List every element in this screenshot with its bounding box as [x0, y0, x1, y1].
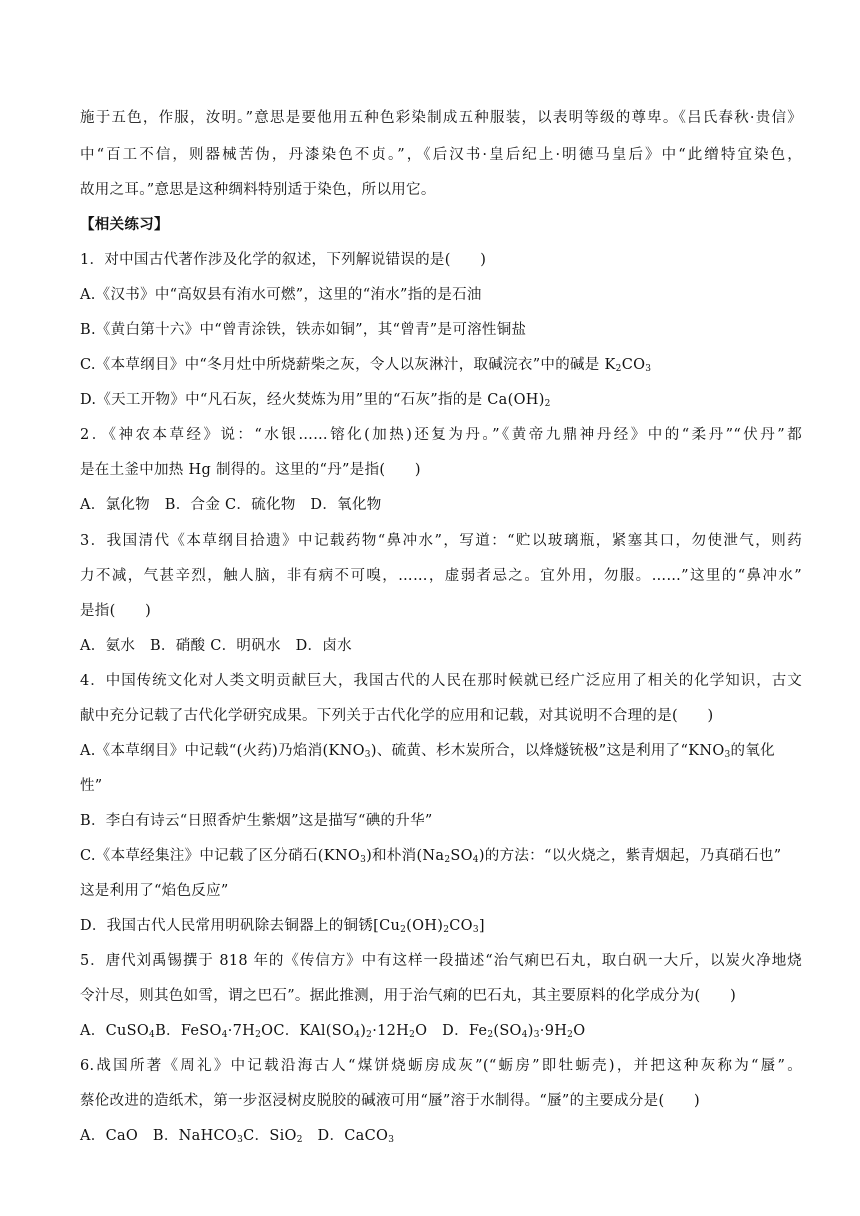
q1-stem: 1．对中国古代著作涉及化学的叙述，下列解说错误的是( ): [80, 252, 487, 268]
q1-option-d: D.《天工开物》中“凡石灰，经火焚炼为用”里的“石灰”指的是 $Ca(OH)_2$: [80, 392, 551, 409]
q5-stem-line-1: 5．唐代刘禹锡撰于 818 年的《传信方》中有这样一段描述“治气痢巴石丸，取白矾一大斤，以炭火净地烧: [80, 953, 802, 969]
q2-stem-line-1: 2．《神农本草经》说：“水银……镕化(加热)还复为丹。”《黄帝九鼎神丹经》中的“柔丹”“伏丹”都: [80, 427, 802, 443]
q1-option-b: B.《黄白第十六》中“曾青涂铁，铁赤如铜”，其“曾青”是可溶性铜盐: [80, 322, 527, 338]
q3-stem-line-1: 3．我国清代《本草纲目拾遗》中记载药物“鼻冲水”，写道：“贮以玻璃瓶，紧塞其口，勿使泄气，则药: [80, 533, 802, 549]
intro-line-1: 施于五色，作服，汝明。”意思是要他用五种色彩染制成五种服装，以表明等级的尊卑。《吕氏春秋·贵信》: [80, 110, 802, 126]
q2-stem-line-2: 是在土釜中加热 Hg 制得的。这里的“丹”是指( ): [80, 462, 421, 478]
q1-option-a: A.《汉书》中“高奴县有洧水可燃”，这里的“洧水”指的是石油: [80, 287, 482, 303]
q4-option-a: A.《本草纲目》中记载“(火药)乃焰消$(KNO_3)$、硫黄、杉木炭所合，以烽燧铳极”这是利用了“$KNO_3$的氧化: [80, 743, 775, 760]
q3-options: A．氨水 B．硝酸 C．明矾水 D．卤水: [80, 638, 352, 654]
intro-line-3: 故用之耳。”意思是这种绸料特别适于染色，所以用它。: [80, 182, 436, 198]
q4-option-d: D．我国古代人民常用明矾除去铜器上的铜锈$[Cu_2(OH)_2CO_3]$: [80, 918, 485, 935]
q4-option-b: B．李白有诗云“日照香炉生紫烟”这是描写“碘的升华”: [80, 813, 433, 829]
q6-stem-line-2: 蔡伦改进的造纸术，第一步沤浸树皮脱胶的碱液可用“蜃”溶于水制得。“蜃”的主要成分是( ): [80, 1093, 700, 1109]
q5-options: A．CuSO$_4$B．$FeSO_4\cdot 7H_2OC$．$KAl(SO_4)_2\cdot 12H_2O$ D．$Fe_2(SO_4)_3\cdot 9H_2O$: [80, 1023, 586, 1040]
q4-stem-line-2: 献中充分记载了古代化学研究成果。下列关于古代化学的应用和记载，对其说明不合理的是( ): [80, 708, 714, 724]
q4-option-c-cont: 这是利用了“焰色反应”: [80, 883, 229, 899]
section-heading: 【相关练习】: [80, 217, 169, 233]
q6-options: A．CaO B．NaHCO$_3$C．SiO$_2$ D．CaCO$_3$: [80, 1128, 395, 1145]
q4-option-a-cont: 性”: [80, 778, 103, 794]
q4-option-c: C.《本草经集注》中记载了区分硝石$(KNO_3)$和朴消$(Na_2SO_4)$的方法：“以火烧之，紫青烟起，乃真硝石也”: [80, 848, 782, 865]
q4-stem-line-1: 4．中国传统文化对人类文明贡献巨大，我国古代的人民在那时候就已经广泛应用了相关的化学知识，古文: [80, 673, 802, 689]
q1-option-c: C.《本草纲目》中“冬月灶中所烧薪柴之灰，令人以灰淋汁，取碱浣衣”中的碱是 $K_2CO_3$: [80, 357, 652, 374]
q3-stem-line-3: 是指( ): [80, 603, 152, 619]
q6-stem-line-1: 6.战国所著《周礼》中记载沿海古人“煤饼烧蛎房成灰”(“蛎房”即牡蛎壳)，并把这种灰称为“蜃”。: [80, 1058, 802, 1074]
intro-line-2: 中“百工不信，则器械苦伪，丹漆染色不贞。”，《后汉书·皇后纪上·明德马皇后》中“此缯特宜染色，: [80, 147, 802, 163]
q2-options: A．氯化物 B．合金 C．硫化物 D．氧化物: [80, 497, 382, 513]
q3-stem-line-2: 力不减，气甚辛烈，触人脑，非有病不可嗅，……，虚弱者忌之。宜外用，勿服。……”这里的“鼻冲水”: [80, 568, 802, 584]
q5-stem-line-2: 令汁尽，则其色如雪，谓之巴石”。据此推测，用于治气痢的巴石丸，其主要原料的化学成分为( ): [80, 988, 737, 1004]
